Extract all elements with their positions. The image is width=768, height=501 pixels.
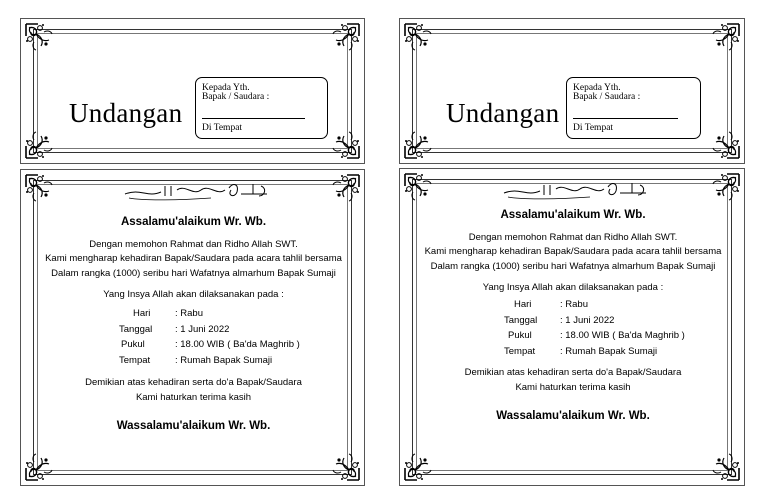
address-box [195, 77, 328, 139]
invitation-card-right [399, 168, 745, 486]
intro-line-3: Dalam rangka (1000) seribu hari Wafatnya almarhum Bapak Sumaji [51, 267, 336, 279]
detail-row: Pukul : 18.00 WIB ( Ba'da Maghrib ) [508, 330, 685, 341]
address-blank-line [202, 118, 305, 119]
detail-row: Hari : Rabu [133, 308, 203, 319]
corner-ornament-icon [24, 22, 56, 54]
closing-line-2: Kami haturkan terima kasih [515, 381, 631, 393]
schedule-intro: Yang Insya Allah akan dilaksanakan pada : [103, 289, 284, 300]
corner-ornament-icon [329, 450, 361, 482]
address-place: Di Tempat [573, 123, 614, 133]
event-details [504, 297, 685, 359]
intro-line-1: Dengan memohon Rahmat dan Ridho Allah SWT. [89, 238, 298, 250]
address-place: Di Tempat [202, 123, 243, 133]
corner-ornament-icon [403, 22, 435, 54]
corner-ornament-icon [709, 128, 741, 160]
closing-text [21, 377, 366, 433]
detail-row: Tempat : Rumah Bapak Sumaji [504, 345, 658, 357]
intro-line-1: Dengan memohon Rahmat dan Ridho Allah SWT. [468, 231, 678, 243]
envelope-card-left [20, 18, 365, 164]
event-details [119, 306, 300, 368]
address-line-2: Bapak / Saudara : [202, 92, 270, 102]
corner-ornament-icon [709, 22, 741, 54]
greeting: Assalamu'alaikum Wr. Wb. [120, 216, 267, 228]
bismillah-calligraphy-icon [121, 178, 271, 202]
closing-line-1: Demikian atas kehadiran serta do'a Bapak/Saudara [85, 377, 302, 388]
farewell: Wassalamu'alaikum Wr. Wb. [496, 410, 650, 422]
corner-ornament-icon [403, 172, 435, 204]
closing-line-1: Demikian atas kehadiran serta do'a Bapak/Saudara [464, 367, 682, 378]
address-line-1: Kepada Yth. [202, 83, 250, 93]
corner-ornament-icon [24, 173, 56, 205]
envelope-card-right [399, 18, 745, 164]
address-blank-line [573, 118, 678, 119]
farewell: Wassalamu'alaikum Wr. Wb. [116, 420, 271, 432]
corner-ornament-icon [709, 450, 741, 482]
corner-ornament-icon [329, 128, 361, 160]
invitation-text [400, 209, 746, 295]
corner-ornament-icon [24, 128, 56, 160]
closing-text [400, 367, 746, 423]
closing-line-2: Kami haturkan terima kasih [135, 391, 252, 403]
invitation-card-left [20, 169, 365, 486]
envelope-title: Undangan [446, 98, 560, 128]
intro-line-3: Dalam rangka (1000) seribu hari Wafatnya almarhum Bapak Sumaji [430, 260, 716, 272]
bismillah-calligraphy-icon [500, 177, 650, 201]
address-box [566, 77, 701, 139]
invitation-text [21, 216, 366, 302]
corner-ornament-icon [709, 172, 741, 204]
detail-row: Hari : Rabu [514, 299, 588, 310]
corner-ornament-icon [329, 22, 361, 54]
detail-row: Tempat : Rumah Bapak Sumaji [119, 354, 273, 366]
corner-ornament-icon [24, 450, 56, 482]
corner-ornament-icon [329, 173, 361, 205]
corner-ornament-icon [403, 450, 435, 482]
detail-row: Tanggal : 1 Juni 2022 [504, 314, 615, 326]
address-line-1: Kepada Yth. [573, 83, 621, 93]
greeting: Assalamu'alaikum Wr. Wb. [500, 209, 646, 221]
envelope-title: Undangan [69, 98, 183, 128]
address-line-2: Bapak / Saudara : [573, 92, 641, 102]
intro-line-2: Kami mengharap kehadiran Bapak/Saudara pada acara tahlil bersama [424, 246, 722, 257]
detail-row: Tanggal : 1 Juni 2022 [119, 323, 230, 335]
detail-row: Pukul : 18.00 WIB ( Ba'da Maghrib ) [121, 339, 300, 350]
intro-line-2: Kami mengharap kehadiran Bapak/Saudara pada acara tahlil bersama [45, 253, 342, 264]
schedule-intro: Yang Insya Allah akan dilaksanakan pada : [482, 282, 664, 293]
corner-ornament-icon [403, 128, 435, 160]
